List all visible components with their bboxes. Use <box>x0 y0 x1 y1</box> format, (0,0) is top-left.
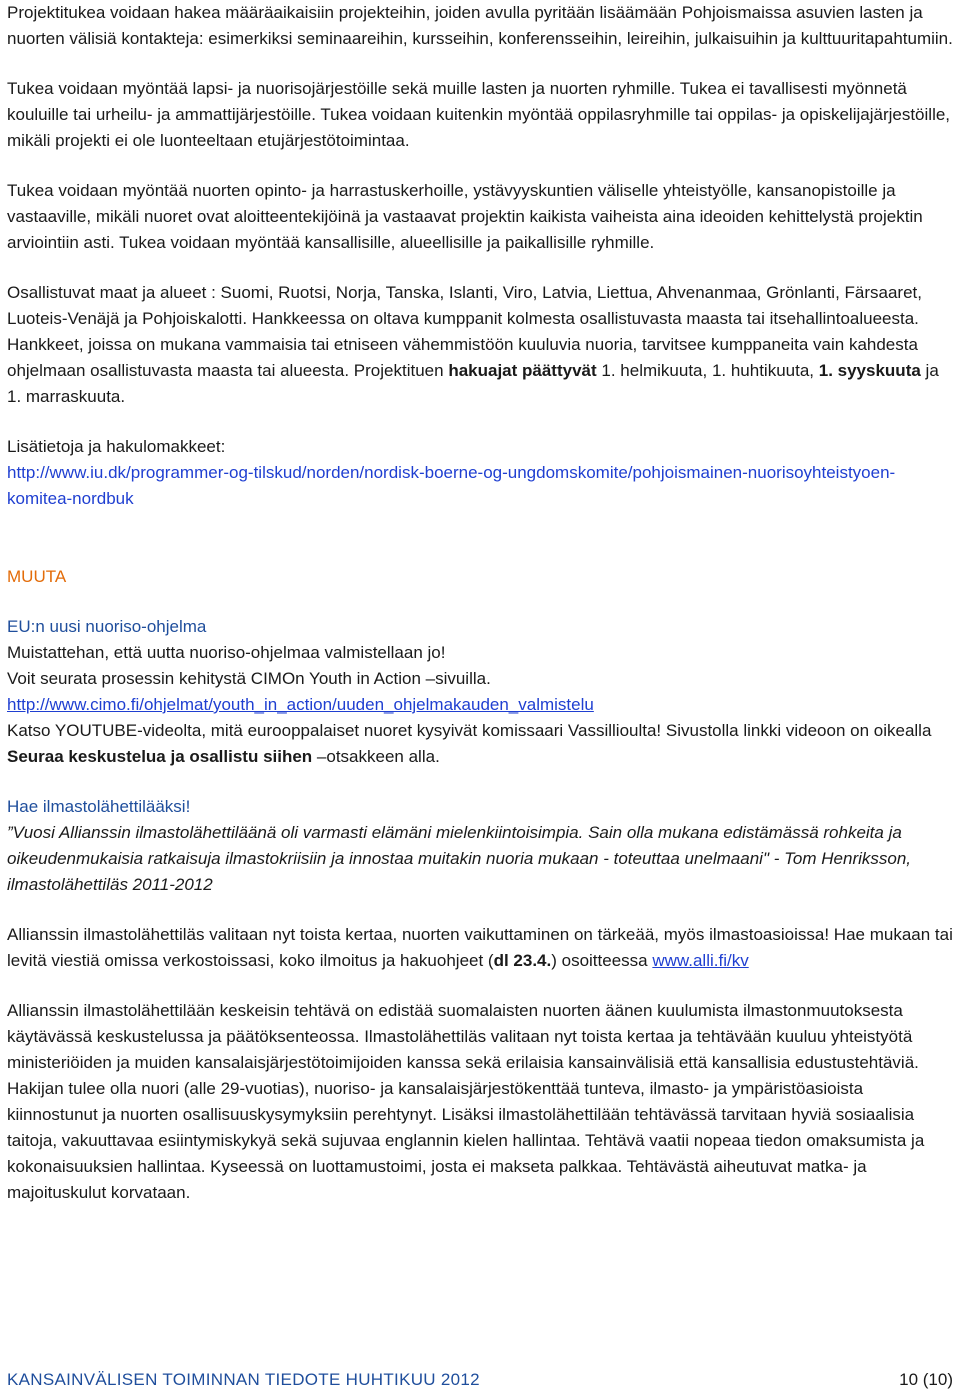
climate-heading: Hae ilmastolähettilääksi! <box>7 797 191 816</box>
climate-p1-a: Allianssin ilmastolähettiläs valitaan nyt toista kertaa, nuorten vaikuttaminen on tärkeää, myös ilmastoasioissa! Hae mukaan tai levitä viestiä omissa verkostoissasi, koko ilmoitus ja hakuohjeet ( <box>7 925 953 970</box>
deadline-dates: 1. helmikuuta, 1. huhtikuuta, <box>596 361 819 380</box>
document-page <box>7 0 953 1206</box>
paragraph-participating-countries <box>7 280 953 410</box>
climate-quote-text: ”Vuosi Allianssin ilmastolähettiläänä oli varmasti elämäni mielenkiintoisimpia. Sain olla mukana edistämässä rohkeita ja oikeudenmukaisia ratkaisuja ilmastokriisiin ja innostaa muitakin nuoria mukaan - toteuttaa unelmaani" - Tom Henriksson, ilmastolähettiläs 2011-2012 <box>7 823 912 894</box>
eu-youtube-bold: Seuraa keskustelua ja osallistu siihen <box>7 747 313 766</box>
page-number: 10 (10) <box>899 1370 953 1389</box>
section-heading-muuta: MUUTA <box>7 567 67 586</box>
climate-p1-b: ) osoitteessa <box>551 951 653 970</box>
paragraph-eligible-groups: Tukea voidaan myöntää lapsi- ja nuorisojärjestöille sekä muille lasten ja nuorten ryhmille. Tukea ei tavallisesti myönnetä kouluille tai urheilu- ja ammattijärjestöille. Tukea voidaan kuitenkin myöntää oppilasryhmille tai oppilas- ja opiskelijajärjestöille, mikäli projekti ei ole luonteeltaan etujärjestötoimintaa. <box>7 79 951 150</box>
eu-line-1: Muistattehan, että uutta nuoriso-ohjelmaa valmistellaan jo! <box>7 643 446 662</box>
paragraph-project-support: Projektitukea voidaan hakea määräaikaisiin projekteihin, joiden avulla pyritään lisäämään Pohjoismaissa asuvien lasten ja nuorten välisiä kontakteja: esimerkiksi seminaareihin, kursseihin, konferensseihin, leireihin, julkaisuihin ja kulttuuritapahtumiin. <box>7 3 953 48</box>
deadline-november: ja 1. marraskuuta. <box>7 361 939 406</box>
info-link[interactable]: http://www.iu.dk/programmer-og-tilskud/norden/nordisk-boerne-og-ungdomskomite/pohjoismainen-nuorisoyhteistyoen-komitea-nordbuk <box>7 463 896 508</box>
climate-quote <box>7 820 953 898</box>
footer-title: KANSAINVÄLISEN TOIMINNAN TIEDOTE HUHTIKUU 2012 <box>7 1370 480 1389</box>
deadline-label: hakuajat päättyvät <box>448 361 597 380</box>
climate-deadline: dl 23.4. <box>493 951 552 970</box>
eu-youtube-text-b: –otsakkeen alla. <box>312 747 440 766</box>
deadline-september: 1. syyskuuta <box>818 361 921 380</box>
eu-youtube-text-a: Katso YOUTUBE-videolta, mitä eurooppalaiset nuoret kysyivät komissaari Vassillioulta! Sivustolla linkki videoon on oikealla <box>7 721 932 740</box>
countries-text: Osallistuvat maat ja alueet : Suomi, Ruotsi, Norja, Tanska, Islanti, Viro, Latvia, Liettua, Ahvenanmaa, Grönlanti, Färsaaret, Luoteis-Venäjä ja Pohjoiskalotti. Hankkeessa on oltava kumppanit kolmesta osallistuvasta maasta tai itsehallintoalueesta. Hankkeet, joissa on mukana vammaisia tai etniseen vähemmistöön kuuluvia nuoria, tarvitsee kumppaneita vain kahdesta ohjelmaan osallistuvasta maasta tai alueesta. Projektituen <box>7 283 922 380</box>
info-label: Lisätietoja ja hakulomakkeet: <box>7 437 226 456</box>
page-footer <box>7 1366 953 1394</box>
climate-paragraph-1 <box>7 922 953 974</box>
climate-paragraph-3: Hakijan tulee olla nuori (alle 29-vuotias), nuoriso- ja kansalaisjärjestökenttää tunteva, ilmasto- ja ympäristöasioista kiinnostunut ja nuorten osallisuuskysymyksiin perehtynyt. Lisäksi ilmastolähettilään tehtävässä tarvitaan hyviä sosiaalisia taitoja, vakuuttavaa esiintymiskykyä sekä sujuvaa englannin kielen hallintaa. Tehtävä vaatii nopeaa tiedon omaksumista ja kokonaisuuksien hallintaa. Kyseessä on luottamustoimi, josta ei makseta palkkaa. Tehtävästä aiheutuvat matka- ja majoituskulut korvataan. <box>7 1079 925 1202</box>
climate-paragraph-2: Allianssin ilmastolähettilään keskeisin tehtävä on edistää suomalaisten nuorten äänen kuulumista ilmastonmuutoksesta käytävässä keskustelussa ja päätöksenteossa. Ilmastolähettiläs valitaan nyt toista kertaa ja tehtävään kuuluu yhteistyötä ministeriöiden ja muiden kansalaisjärjestötoimijoiden kanssa sekä erilaisia kansainvälisiä että kansallisia edustustehtäviä. <box>7 1001 919 1072</box>
eu-line-2: Voit seurata prosessin kehitystä CIMOn Youth in Action –sivuilla. <box>7 669 491 688</box>
alli-link[interactable]: www.alli.fi/kv <box>652 951 749 970</box>
paragraph-clubs-support: Tukea voidaan myöntää nuorten opinto- ja harrastuskerhoille, ystävyyskuntien väliselle yhteistyölle, kansanopistoille ja vastaaville, mikäli nuoret ovat aloitteentekijöinä ja vastaavat projektin kaikista vaiheista aina ideoiden kehittelystä projektin arviointiin asti. Tukea voidaan myöntää kansallisille, alueellisille ja paikallisille ryhmille. <box>7 181 923 252</box>
eu-youtube-text <box>7 718 953 770</box>
eu-cimo-link[interactable]: http://www.cimo.fi/ohjelmat/youth_in_action/uuden_ohjelmakauden_valmistelu <box>7 695 594 714</box>
eu-heading: EU:n uusi nuoriso-ohjelma <box>7 617 207 636</box>
